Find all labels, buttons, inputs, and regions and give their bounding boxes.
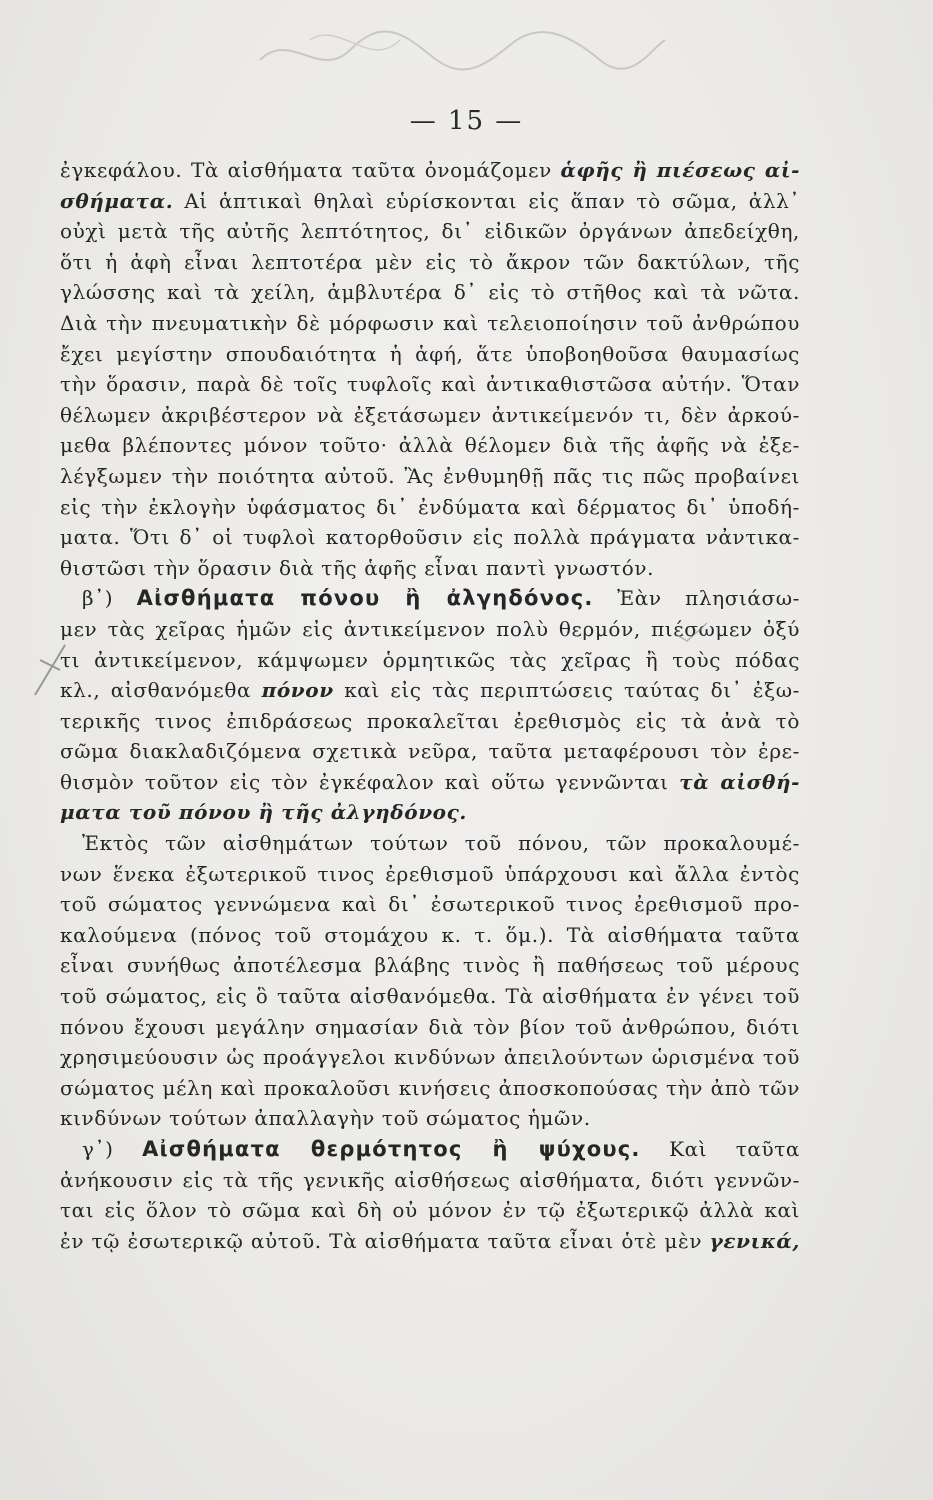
text-span: οὐχὶ μετὰ τῆς αὐτῆς λεπτότητος, δι᾽ εἰδικῶν ὀργάνων ἀπεδείχθη,	[60, 219, 800, 244]
text-line	[60, 889, 800, 920]
text-line	[60, 400, 800, 431]
text-span: τοῦ σώματος, εἰς ὃ ταῦτα αἰσθανόμεθα. Τὰ αἰσθήματα ἐν γένει τοῦ	[60, 984, 800, 1009]
text-span: τοῦ σώματος γεννώμενα καὶ δι᾽ ἐσωτερικοῦ τινος ἐρεθισμοῦ προ-	[60, 892, 800, 917]
text-span: πόνου ἔχουσι μεγάλην σημασίαν διὰ τὸν βίον τοῦ ἀνθρώπου, διότι	[60, 1014, 800, 1039]
text-span: γ᾽)	[82, 1137, 143, 1161]
text-line	[60, 1195, 800, 1226]
text-span: ἐν τῷ ἐσωτερικῷ αὐτοῦ. Τὰ αἰσθήματα ταῦτα εἶναι ὁτὲ μὲν	[60, 1228, 710, 1253]
text-span: ματα. Ὅτι δ᾽ οἱ τυφλοὶ κατορθοῦσιν εἰς πολλὰ πράγματα νἀντικα-	[60, 525, 800, 550]
text-line	[60, 308, 800, 339]
text-span: Διὰ τὴν πνευματικὴν δὲ μόρφωσιν καὶ τελειοποίησιν τοῦ ἀνθρώπου	[60, 310, 800, 335]
text-line	[60, 369, 800, 400]
text-span: κινδύνων τούτων ἀπαλλαγὴν τοῦ σώματος ἡμῶν.	[60, 1106, 591, 1131]
text-span: β᾽)	[82, 586, 137, 611]
text-line	[60, 430, 800, 461]
handwritten-scribble	[250, 10, 670, 90]
text-span: εἶναι συνήθως ἀποτέλεσμα βλάβης τινὸς ἢ παθήσεως τοῦ μέρους	[60, 953, 800, 978]
text-span: κλ., αἰσθανόμεθα	[60, 678, 262, 703]
text-span: ἀνήκουσιν εἰς τὰ τῆς γενικῆς αἰσθήσεως αἰσθήματα, διότι γεννῶν-	[60, 1167, 800, 1192]
text-span: ἔχει μεγίστην σπουδαιότητα ἡ ἁφή, ἅτε ὑποβοηθοῦσα θαυμασίως	[60, 341, 800, 366]
text-line	[60, 1134, 800, 1165]
text-line	[60, 1012, 800, 1043]
text-line	[60, 736, 800, 767]
text-span: Ἐὰν πλησιάσω-	[593, 586, 800, 611]
text-span: χρησιμεύουσιν ὡς προάγγελοι κινδύνων ἀπειλούντων ὡρισμένα τοῦ	[60, 1045, 800, 1070]
body-text	[60, 155, 800, 1256]
text-span: μεν τὰς χεῖρας ἡμῶν εἰς ἀντικείμενον πολὺ θερμόν, πιέσωμεν ὀξύ	[60, 616, 800, 641]
text-span: θιστῶσι τὴν ὅρασιν διὰ τῆς ἁφῆς εἶναι παντὶ γνωστόν.	[60, 555, 655, 580]
text-line	[60, 1226, 800, 1257]
section-heading: Αἰσθήματα θερμότητος ἢ ψύχους.	[142, 1137, 641, 1161]
text-line	[60, 981, 800, 1012]
text-span: καὶ εἰς τὰς περιπτώσεις ταύτας δι᾽ ἐξω-	[333, 678, 800, 703]
emphasis-text: τὰ αἰσθή-	[679, 769, 800, 794]
section-heading: Αἰσθήματα πόνου ἢ ἀλγηδόνος.	[136, 586, 594, 611]
text-line	[60, 1165, 800, 1196]
text-span: Αἱ ἁπτικαὶ θηλαὶ εὑρίσκονται εἰς ἅπαν τὸ σῶμα, ἀλλ᾽	[173, 188, 800, 213]
text-line	[60, 920, 800, 951]
text-span: θισμὸν τοῦτον εἰς τὸν ἐγκέφαλον καὶ οὕτω γεννῶνται	[60, 769, 680, 794]
text-line	[60, 583, 800, 614]
emphasis-text: σθήματα.	[60, 188, 174, 213]
emphasis-text: πόνον	[261, 678, 334, 703]
text-span: ὅτι ἡ ἁφὴ εἶναι λεπτοτέρα μὲν εἰς τὸ ἄκρον τῶν δακτύλων, τῆς	[60, 249, 800, 274]
text-line	[60, 950, 800, 981]
text-span: νων ἕνεκα ἐξωτερικοῦ τινος ἐρεθισμοῦ ὑπάρχουσι καὶ ἄλλα ἐντὸς	[60, 861, 800, 886]
text-span: θέλωμεν ἀκριβέστερον νὰ ἐξετάσωμεν ἀντικείμενόν τι, δὲν ἀρκού-	[60, 402, 800, 427]
text-span: τι ἀντικείμενον, κάμψωμεν ὁρμητικῶς τὰς χεῖρας ἢ τοὺς πόδας	[60, 647, 800, 672]
text-line	[60, 1073, 800, 1104]
text-line	[60, 645, 800, 676]
text-span: καλούμενα (πόνος τοῦ στομάχου κ. τ. ὅμ.). Τὰ αἰσθήματα ταῦτα	[60, 922, 800, 947]
text-line	[60, 277, 800, 308]
text-line	[60, 1042, 800, 1073]
text-span: λέγξωμεν τὴν ποιότητα αὐτοῦ. Ἂς ἐνθυμηθῇ πᾶς τις πῶς προβαίνει	[60, 463, 800, 488]
emphasis-text: ματα τοῦ πόνου ἢ τῆς ἀλγηδόνος.	[60, 800, 467, 825]
text-line	[60, 492, 800, 523]
text-line	[60, 1103, 800, 1134]
text-line	[60, 216, 800, 247]
tick-mark-icon	[672, 615, 712, 645]
text-span: σῶμα διακλαδιζόμενα σχετικὰ νεῦρα, ταῦτα μεταφέρουσι τὸν ἐρε-	[60, 739, 800, 764]
text-line	[60, 797, 800, 828]
text-line	[60, 522, 800, 553]
text-span: μεθα βλέποντες μόνον τοῦτο· ἀλλὰ θέλομεν διὰ τῆς ἁφῆς νὰ ἐξε-	[60, 433, 800, 458]
text-line	[60, 155, 800, 186]
pencil-mark-icon	[20, 640, 80, 700]
text-line	[60, 828, 800, 859]
text-line	[60, 186, 800, 217]
text-span: γλώσσης καὶ τὰ χείλη, ἀμβλυτέρα δ᾽ εἰς τὸ στῆθος καὶ τὰ νῶτα.	[60, 280, 800, 305]
text-span: Ἐκτὸς τῶν αἰσθημάτων τούτων τοῦ πόνου, τῶν προκαλουμέ-	[82, 831, 800, 856]
text-span: ται εἰς ὅλον τὸ σῶμα καὶ δὴ οὐ μόνον ἐν τῷ ἐξωτερικῷ ἀλλὰ καὶ	[60, 1198, 800, 1223]
text-span: ἐγκεφάλου. Τὰ αἰσθήματα ταῦτα ὀνομάζομεν	[60, 158, 561, 182]
text-span: σώματος μέλη καὶ προκαλοῦσι κινήσεις ἀποσκοπούσας τὴν ἀπὸ τῶν	[60, 1075, 800, 1100]
text-line	[60, 767, 800, 798]
text-line	[60, 247, 800, 278]
text-span: τερικῆς τινος ἐπιδράσεως προκαλεῖται ἐρεθισμὸς εἰς τὰ ἀνὰ τὸ	[60, 708, 800, 733]
text-line	[60, 706, 800, 737]
text-span: τὴν ὅρασιν, παρὰ δὲ τοῖς τυφλοῖς καὶ ἀντικαθιστῶσα αὐτήν. Ὅταν	[60, 372, 800, 397]
page-number: — 15 —	[409, 106, 524, 136]
text-span: εἰς τὴν ἐκλογὴν ὑφάσματος δι᾽ ἐνδύματα καὶ δέρματος δι᾽ ὑποδή-	[60, 494, 800, 519]
text-span: Καὶ ταῦτα	[640, 1137, 800, 1161]
text-line	[60, 339, 800, 370]
text-line	[60, 461, 800, 492]
text-line	[60, 675, 800, 706]
emphasis-text: ἁφῆς ἢ πιέσεως αἰ-	[560, 158, 800, 182]
text-line	[60, 859, 800, 890]
emphasis-text: γενικά,	[709, 1228, 800, 1253]
text-line	[60, 553, 800, 584]
